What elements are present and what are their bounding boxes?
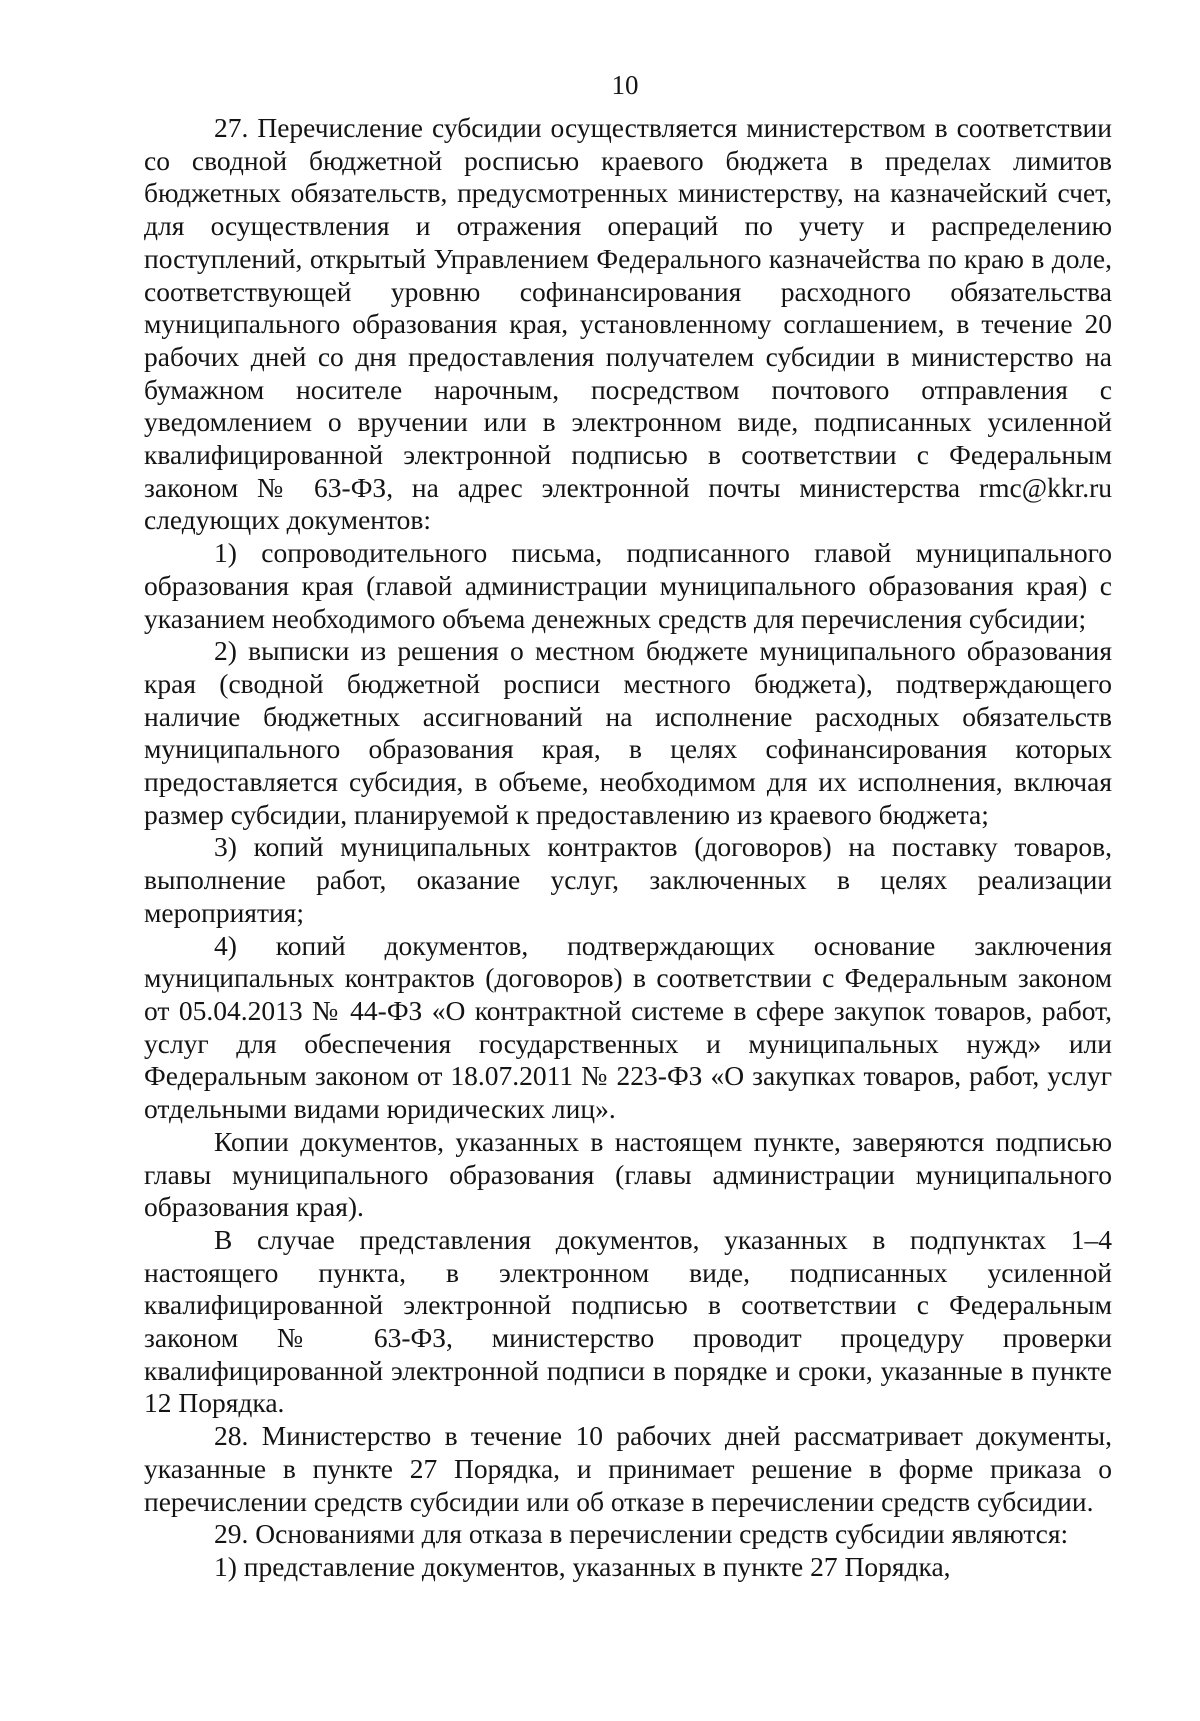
paragraph-copies: Копии документов, указанных в настоящем пункте, заверяются подписью главы муниципального образования (главы администрации муниципального образования края).: [144, 1125, 1112, 1223]
paragraph-29-item-1: 1) представление документов, указанных в пункте 27 Порядка,: [214, 1550, 951, 1582]
list-item-2: 2) выписки из решения о местном бюджете муниципального образования края (сводной бюджетной росписи местного бюджета), подтверждающего наличие бюджетных ассигнований на исполнение расходных обязательств муниципального образования края, в целях софинансирования которых предоставляется субсидия, в объеме, необходимом для их исполнения, включая размер субсидии, планируемой к предоставлению из краевого бюджета;: [144, 635, 1112, 830]
page-number: 10: [611, 70, 639, 100]
list-item-1: 1) сопроводительного письма, подписанного главой муниципального образования края (главой администрации муниципального образования края) с указанием необходимого объема денежных средств для перечисления субсидии;: [144, 537, 1112, 634]
list-item-3: 3) копий муниципальных контрактов (договоров) на поставку товаров, выполнение работ, оказание услуг, заключенных в целях реализации мероприятия;: [144, 831, 1112, 928]
paragraph-29: 29. Основаниями для отказа в перечислении средств субсидии являются:: [214, 1518, 1069, 1550]
list-item-4: 4) копий документов, подтверждающих основание заключения муниципальных контрактов (договоров) в соответствии с Федеральным законом от 05.04.2013 № 44-ФЗ «О контрактной системе в сфере закупок товаров, работ, услуг для обеспечения государственных и муниципальных нужд» или Федеральным законом от 18.07.2011 № 223-ФЗ «О закупках товаров, работ, услуг отдельными видами юридических лиц».: [144, 929, 1112, 1125]
paragraph-electronic: В случае представления документов, указанных в подпунктах 1–4 настоящего пункта, в электронном виде, подписанных усиленной квалифицированной электронной подписью в соответствии с Федеральным законом № 63-ФЗ, министерство проводит процедуру проверки квалифицированной электронной подписи в порядке и сроки, указанные в пункте 12 Порядка.: [144, 1223, 1112, 1419]
paragraph-27: 27. Перечисление субсидии осуществляется министерством в соответствии со сводной бюджетной росписью краевого бюджета в пределах лимитов бюджетных обязательств, предусмотренных министерству, на казначейский счет, для осуществления и отражения операций по учету и распределению поступлений, открытый Управлением Федерального казначейства по краю в доле, соответствующей уровню софинансирования расходного обязательства муниципального образования края, установленному соглашением, в течение 20 рабочих дней со дня предоставления получателем субсидии в министерство на бумажном носителе нарочным, посредством почтового отправления с уведомлением о вручении или в электронном виде, подписанных усиленной квалифицированной электронной подписью в соответствии с Федеральным законом № 63-ФЗ, на адрес электронной почты министерства rmc@kkr.ru следующих документов:: [144, 112, 1112, 536]
paragraph-28: 28. Министерство в течение 10 рабочих дней рассматривает документы, указанные в пункте 27 Порядка, и принимает решение в форме приказа о перечислении средств субсидии или об отказе в перечислении средств субсидии.: [144, 1420, 1112, 1517]
document-body: [144, 112, 1112, 1584]
